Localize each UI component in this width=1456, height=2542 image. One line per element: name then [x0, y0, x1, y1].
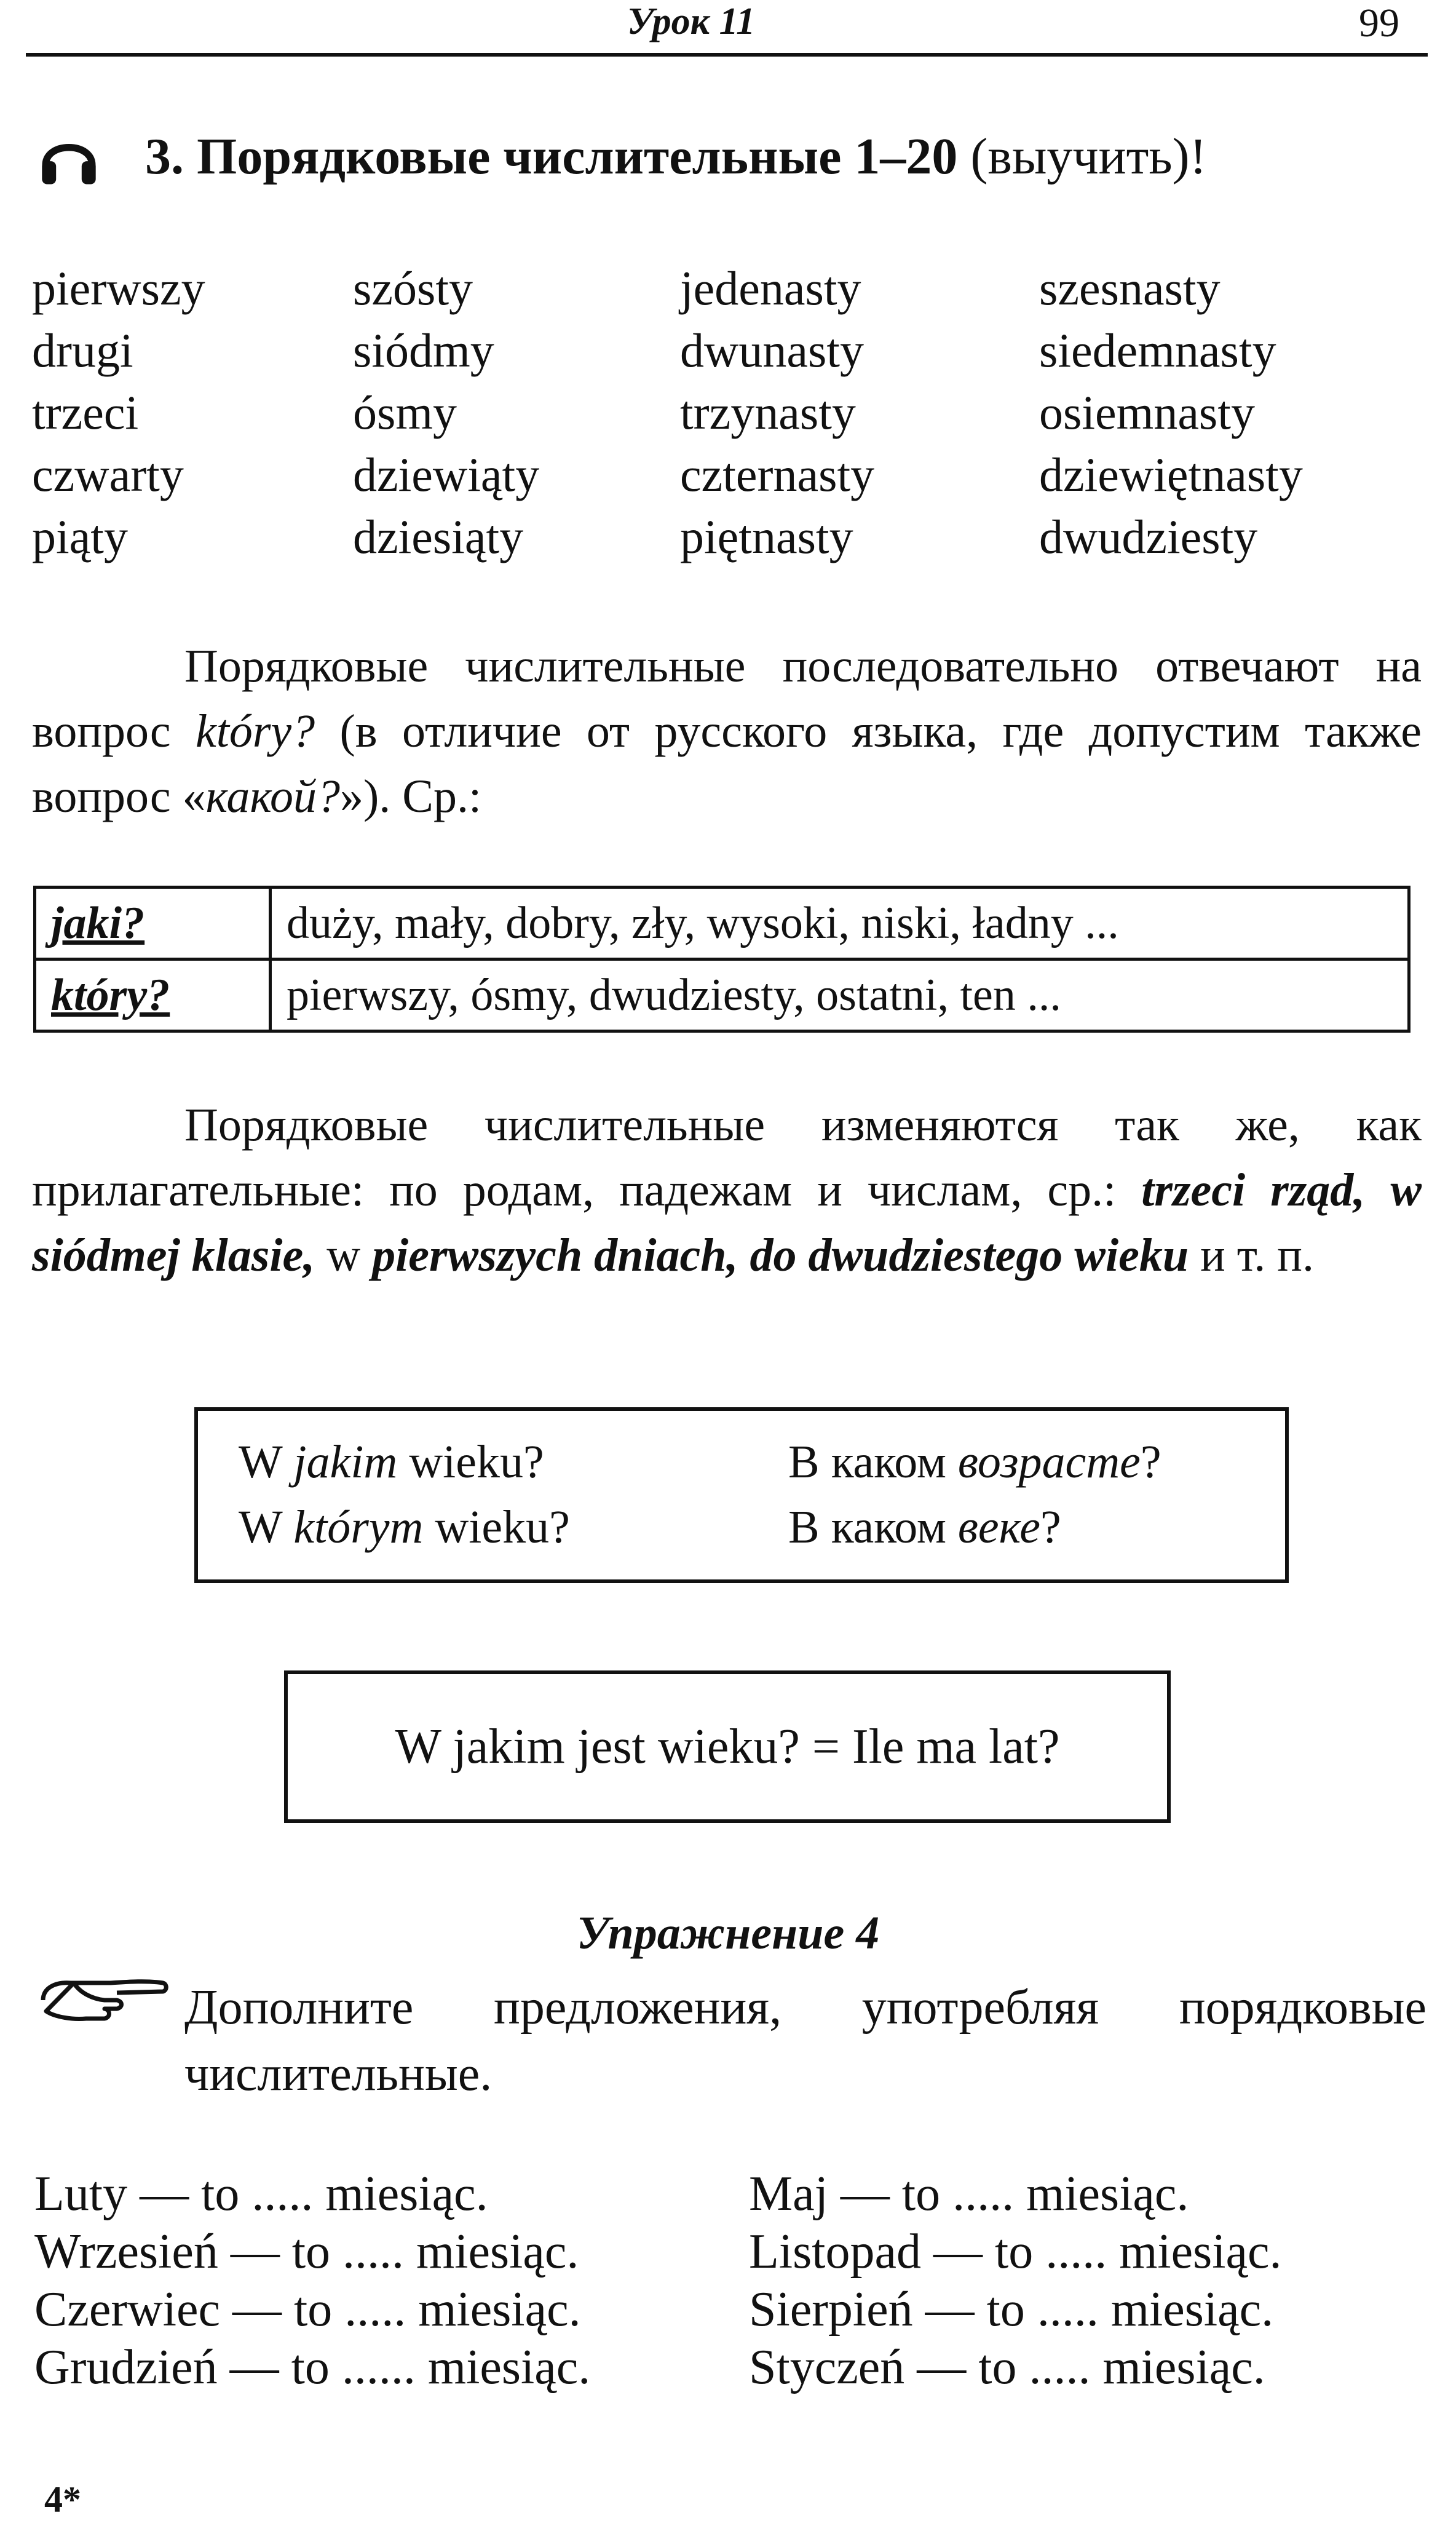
numeral-word: siedemnasty	[1039, 324, 1276, 377]
polish-question: W którym wieku?	[239, 1501, 570, 1553]
section-title-main: 3. Порядковые числительные 1–20	[145, 128, 958, 185]
numerals-column-3	[680, 257, 874, 568]
question-comparison-box	[194, 1407, 1289, 1583]
box-row	[198, 1501, 1285, 1562]
exercise-sentence: Wrzesień — to ..... miesiąc.	[34, 2225, 579, 2279]
numeral-word: dwudziesty	[1039, 510, 1258, 563]
explanation-paragraph-2: Порядковые числительные изменяются так же, как прилагательные: по родам, падежам и числам, ср.: trzeci rząd, w siódmej klasie, w pierwszych dniach, do dwudziestego wieku и т. п.	[32, 1099, 1422, 1281]
exercise-title: Упражнение 4	[576, 1907, 880, 1959]
russian-translation: В каком веке?	[788, 1501, 1061, 1553]
page-number: 99	[1359, 1, 1399, 46]
exercise-instruction: Дополните предложения, употребляя порядковые числительные.	[184, 1980, 1426, 2101]
numeral-word: czternasty	[680, 448, 875, 501]
exercise-sentence: Czerwiec — to ..... miesiąc.	[34, 2282, 581, 2337]
russian-translation: В каком возрасте?	[788, 1436, 1161, 1488]
numeral-word: jedenasty	[680, 261, 861, 315]
exercise-sentence: Luty — to ..... miesiąc.	[34, 2167, 488, 2221]
numeral-word: trzynasty	[680, 386, 856, 439]
numeral-word: szesnasty	[1039, 261, 1221, 315]
age-question-box: W jakim jest wieku? = Ile ma lat?	[284, 1670, 1171, 1823]
exercise-sentence: Grudzień — to ...... miesiąc.	[34, 2340, 591, 2394]
numerals-column-1	[32, 257, 205, 568]
pointing-hand-icon	[37, 1963, 172, 2031]
exercise-sentence: Styczeń — to ..... miesiąc.	[749, 2340, 1265, 2394]
numeral-word: szósty	[353, 261, 473, 315]
table-row	[35, 888, 1409, 959]
explanation-paragraph-1: Порядковые числительные последовательно отвечают на вопрос który? (в отличие от русского языка, где допустим также вопрос «какой?»). Ср.:	[32, 640, 1422, 822]
exercise-column-left	[34, 2165, 590, 2396]
numeral-word: dwunasty	[680, 324, 864, 377]
numeral-word: dziesiąty	[353, 510, 524, 563]
section-title	[145, 127, 1207, 186]
table-cell-examples: duży, mały, dobry, zły, wysoki, niski, ładny ...	[271, 888, 1409, 959]
numeral-word: ósmy	[353, 386, 457, 439]
numerals-column-4	[1039, 257, 1303, 568]
numeral-word: drugi	[32, 324, 133, 377]
numeral-word: osiemnasty	[1039, 386, 1255, 439]
numeral-word: dziewiąty	[353, 448, 540, 501]
exercise-sentence: Listopad — to ..... miesiąc.	[749, 2225, 1282, 2279]
exercise-sentence: Sierpień — to ..... miesiąc.	[749, 2282, 1274, 2337]
polish-question: W jakim wieku?	[239, 1436, 544, 1488]
exercise-sentence: Maj — to ..... miesiąc.	[749, 2167, 1189, 2221]
headphones-icon	[37, 128, 101, 192]
section-title-note: (выучить)!	[957, 128, 1207, 185]
comparison-table	[33, 886, 1410, 1033]
table-cell-examples: pierwszy, ósmy, dwudziesty, ostatni, ten ...	[271, 959, 1409, 1031]
signature-mark: 4*	[44, 2479, 81, 2520]
page-header-title: Урок 11	[627, 1, 756, 42]
numeral-word: piętnasty	[680, 510, 853, 563]
box-row	[198, 1436, 1285, 1497]
table-row	[35, 959, 1409, 1031]
table-cell-question: który?	[35, 959, 271, 1031]
table-cell-question: jaki?	[35, 888, 271, 959]
numeral-word: piąty	[32, 510, 128, 563]
numerals-column-2	[353, 257, 539, 568]
numeral-word: trzeci	[32, 386, 139, 439]
numeral-word: czwarty	[32, 448, 184, 501]
exercise-column-right	[749, 2165, 1282, 2396]
header-rule	[26, 53, 1428, 57]
numeral-word: siódmy	[353, 324, 494, 377]
numeral-word: pierwszy	[32, 261, 205, 315]
numeral-word: dziewiętnasty	[1039, 448, 1303, 501]
